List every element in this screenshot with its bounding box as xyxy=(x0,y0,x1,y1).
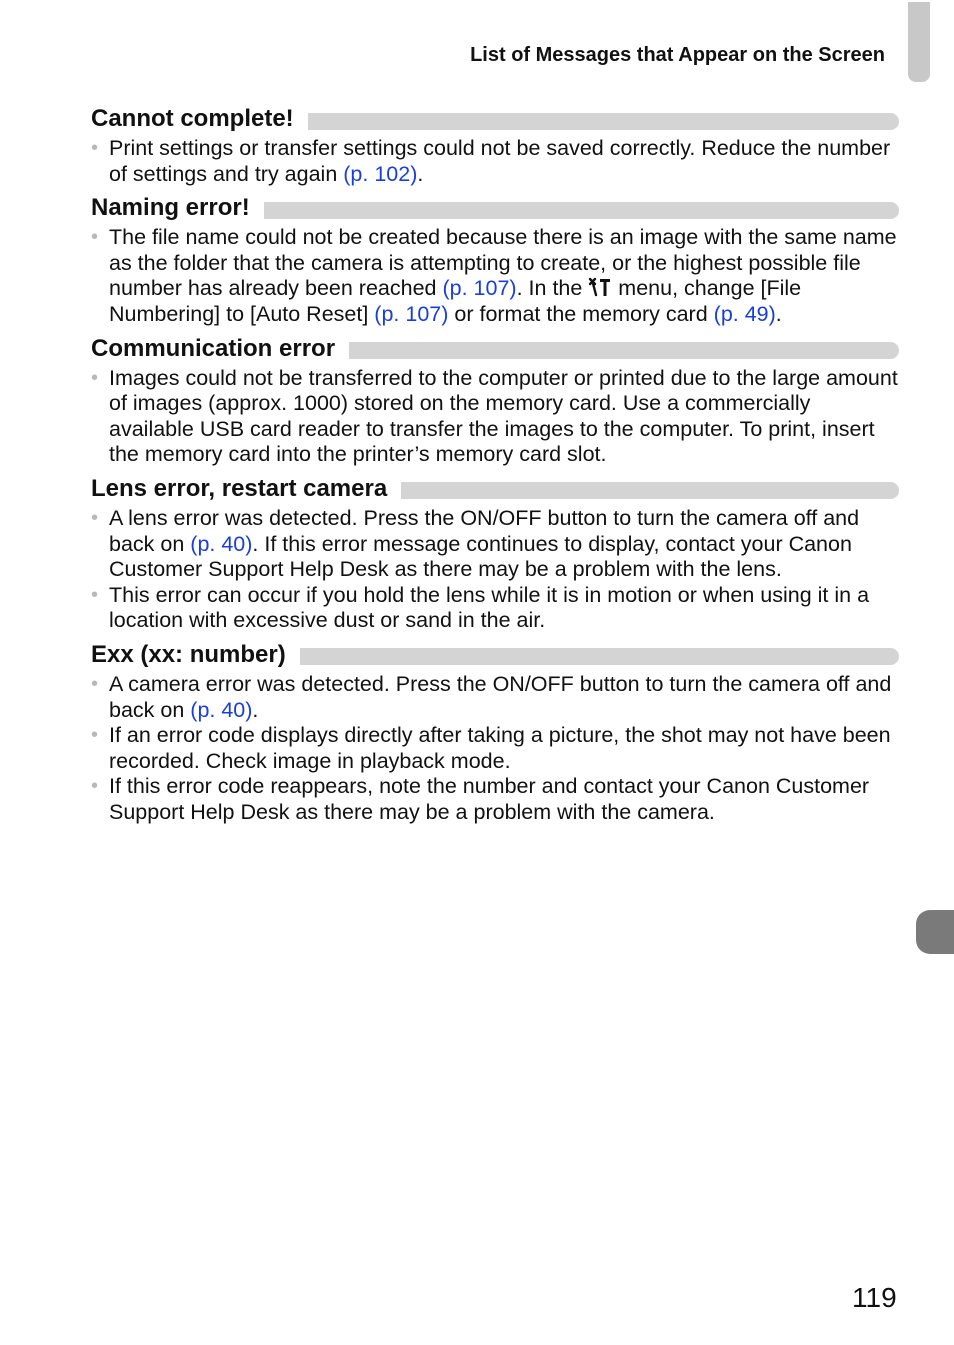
section-communication-error xyxy=(91,332,899,468)
bullet-text: . xyxy=(252,697,259,722)
bullet-item xyxy=(91,225,899,327)
page-reference-link[interactable]: (p. 102) xyxy=(343,161,418,186)
bullet-text: menu, change [File Numbering] to [Auto Reset] xyxy=(109,276,802,326)
bullet-item xyxy=(91,583,899,634)
tools-menu-icon xyxy=(588,277,612,297)
page-reference-link[interactable]: (p. 107) xyxy=(442,276,517,301)
bullet-text: A camera error was detected. Press the ON/OFF button to turn the camera off and back on xyxy=(109,671,892,722)
bullet-text: If an error code displays directly after taking a picture, the shot may not have been recorded. Check image in playback mode. xyxy=(109,723,891,773)
section-bar xyxy=(300,648,899,665)
section-bar xyxy=(349,342,899,359)
page-reference-link[interactable]: (p. 107) xyxy=(374,301,449,326)
chapter-tab-top xyxy=(908,2,930,82)
section-title: Exx (xx: number) xyxy=(91,640,286,668)
bullet-item xyxy=(91,366,899,468)
bullet-text: . If this error message continues to display, contact your Canon Customer Support Help Desk as there may be a problem with the lens. xyxy=(109,531,852,582)
section-bar xyxy=(308,113,899,130)
section-bar xyxy=(264,202,899,219)
bullet-item xyxy=(91,723,899,774)
section-header xyxy=(91,332,899,366)
bullet-item xyxy=(91,672,899,723)
bullet-text: If this error code reappears, note the number and contact your Canon Customer Support Help Desk as there may be a problem with the camera. xyxy=(109,774,870,824)
bullet-text: Print settings or transfer settings could not be saved correctly. Reduce the number of settings and try again xyxy=(109,136,891,186)
bullet-text: . In the xyxy=(516,276,589,301)
page-number: 119 xyxy=(852,1282,897,1313)
bullet-text: Images could not be transferred to the computer or printed due to the large amount of images (approx. 1000) stored on the memory card. Use a commercially available USB card reader to transfer the images to the computer. To print, insert the memory card into the printer’s memory card slot. xyxy=(109,365,898,467)
bullet-text: This error can occur if you hold the lens while it is in motion or when using it in a location with excessive dust or sand in the air. xyxy=(109,582,870,633)
page-reference-link[interactable]: (p. 40) xyxy=(190,531,253,556)
message-list xyxy=(91,102,899,829)
section-title: Cannot complete! xyxy=(91,105,294,132)
bullet-item xyxy=(91,774,899,825)
bullet-text: . xyxy=(417,161,424,186)
section-header xyxy=(91,638,899,672)
section-cannot-complete xyxy=(91,102,899,187)
page-reference-link[interactable]: (p. 49) xyxy=(713,301,776,326)
bullet-text: or format the memory card xyxy=(448,301,714,326)
bullet-text: . xyxy=(775,301,782,326)
page-reference-link[interactable]: (p. 40) xyxy=(190,697,253,722)
bullet-text: The file name could not be created because there is an image with the same name as the folder that the camera is attempting to create, or the highest possible file number has already been reached xyxy=(109,225,897,301)
bullet-text: A lens error was detected. Press the ON/OFF button to turn the camera off and back on xyxy=(109,505,860,556)
section-header xyxy=(91,191,899,225)
section-exx-number xyxy=(91,638,899,826)
section-bar xyxy=(401,482,899,499)
running-header: List of Messages that Appear on the Screen xyxy=(470,44,885,66)
section-title: Communication error xyxy=(91,334,336,362)
chapter-tab-marker xyxy=(916,910,954,954)
section-naming-error xyxy=(91,191,899,327)
bullet-item xyxy=(91,136,899,187)
section-header xyxy=(91,102,899,136)
section-title: Naming error! xyxy=(91,194,250,222)
section-title: Lens error, restart camera xyxy=(91,474,388,502)
section-header xyxy=(91,472,899,506)
bullet-item xyxy=(91,506,899,583)
section-lens-error xyxy=(91,472,899,634)
